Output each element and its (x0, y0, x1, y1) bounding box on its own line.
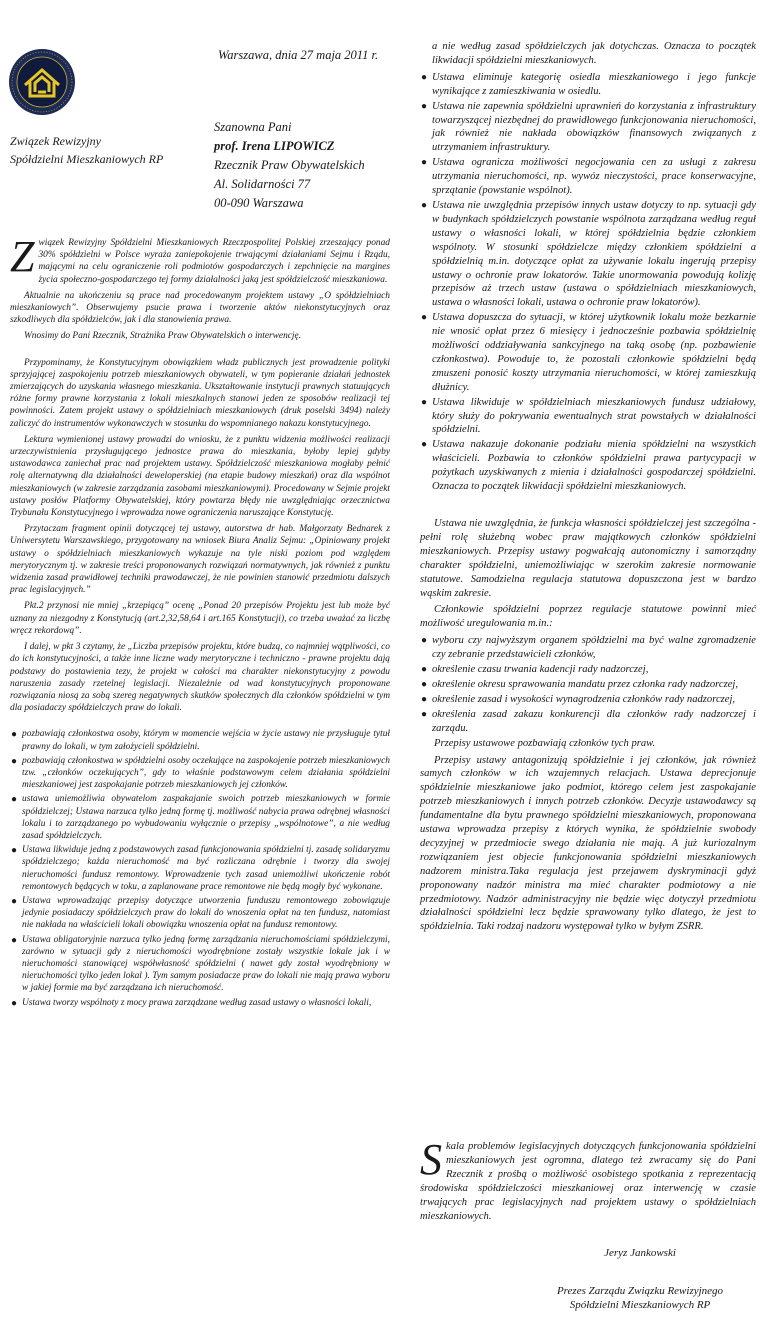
paragraph: Przepisy ustawowe pozbawiają członków tych praw. (434, 737, 656, 749)
bullet-icon: ● (11, 729, 18, 741)
addressee-block (214, 118, 365, 213)
paragraph: Przypominamy, że Konstytucyjnym obowiązkiem władz publicznych jest prowadzenie polityki sprzyjającej zaspokojeniu potrzeb mieszkaniowych obywateli, w tym popieranie działań jednostek zmierzających do uzyskania własnego mieszkania. Ukształtowanie instytucji prawnych statuujących różne formy prawne korzystania z lokali mieszkalnych stanowi jeden ze sposobów realizacji tej powinności. Zatem projekt ustawy o spółdzielniach mieszkaniowych (druk poselski 3494) należy zaliczyć do instrumentów wykonawczych w stosunku do wspomnianego nakazu konstytucyjnego. (10, 357, 390, 429)
sender-org-line1: Związek Rewizyjny (10, 134, 101, 148)
signature-name: Jeryz Jankowski (604, 1247, 676, 1259)
sender-organization (10, 132, 163, 168)
list-item: ● wyboru czy najwyższym organem spółdzielni ma być walne zgromadzenie czy zebranie przedstawicieli członków, (421, 635, 756, 661)
bullet-icon: ● (421, 199, 428, 211)
intro-text: wiązek Rewizyjny Spółdzielni Mieszkaniowych Rzeczpospolitej Polskiej zrzeszający ponad 30% spółdzielni w Polsce wyraża zaniepokojenie trwającymi działaniami Sejmu i Rządu, mającymi na celu ograniczenie roli podmiotów gospodarczych i zepchnięcie na margines życia społeczno-gospodarczego tej formy działalności jaką jest spółdzielczość mieszkaniowa. (38, 238, 390, 285)
list-item: ● pozbawiają członkostwa w spółdzielni osoby oczekujące na zaspokojenie potrzeb mieszkaniowych tzw. „członków oczekujących”, gdy to właśnie podstawowym celem działania spółdzielni mieszkaniowej jest zaspokajanie potrzeb mieszkaniowych jej członków. (11, 755, 390, 791)
list-item: ● ustawa uniemożliwia obywatelom zaspakajanie swoich potrzeb mieszkaniowych w formie spółdzielczej; Ustawa narzuca tylko jedną formę tj. możliwość nabycia prawa odrębnej własności lokalu i to zarządzanego po wybudowaniu wyłącznie o przepisy „wspólnotowe”, a nie według zasad spółdzielczych. (11, 794, 390, 841)
bullet-icon: ● (421, 157, 428, 169)
closing-paragraph (420, 1135, 756, 1223)
addressee-line: Al. Solidarności 77 (214, 177, 311, 191)
list-item: ● Ustawa eliminuje kategorię osiedla mieszkaniowego i jego funkcje wynikające z zamieszkiwania w osiedlu. (421, 71, 756, 97)
sender-org-line2: Spółdzielni Mieszkaniowych RP (10, 152, 164, 166)
left-column (10, 232, 390, 1011)
bullet-icon: ● (421, 71, 428, 83)
bullet-icon: ● (11, 934, 18, 946)
list-item: ● pozbawiają członkostwa osoby, którym w momencie wejścia w życie ustawy nie przysługuje tytuł prawny do lokali, w tym założycieli spółdzielni. (11, 729, 390, 752)
objections-list-continued (420, 71, 756, 494)
addressee-line: Szanowna Pani (214, 120, 292, 134)
closing-text: kala problemów legislacyjnych dotyczących funkcjonowania spółdzielni mieszkaniowych jest ogromna, dlatego też zwracamy się do Pani Rzecznik z prośbą o możliwość osobistego spotkania z reprezentacją środowiska spółdzielczości mieszkaniowej oraz interwencję w czasie trwających prac legislacyjnych nad projektem ustawy o spółdzielniach mieszkaniowych. (420, 1141, 756, 1222)
bullet-icon: ● (11, 755, 18, 767)
paragraph: Wnosimy do Pani Rzecznik, Strażnika Praw Obywatelskich o interwencję. (24, 331, 302, 342)
bullet-icon: ● (11, 997, 18, 1009)
continuation-text: a nie według zasad spółdzielczych jak dotychczas. Oznacza to początek likwidacji spółdzielni mieszkaniowych. (432, 41, 756, 66)
list-item: ● Ustawa nie zapewnia spółdzielni uprawnień do korzystania z infrastruktury towarzyszącej niezbędnej do prawidłowego funkcjonowania nieruchomości, jak również nie nakłada obowiązków finansowych związanych z utrzymaniem infrastruktury. (421, 100, 756, 154)
signature-title-line2: Spółdzielni Mieszkaniowych RP (569, 1299, 711, 1311)
addressee-name: prof. Irena LIPOWICZ (214, 139, 335, 153)
paragraph: Pkt.2 przynosi nie mniej „krzepiącą” ocenę „Ponad 20 przepisów Projektu jest lub może być uznany za niezgodny z Konstytucją (art.2,32,58,64 i art.165 Konstytucji), co trzeba uważać za liczbę wręcz rekordową”. (10, 601, 390, 636)
paragraph: Aktualnie na ukończeniu są prace nad procedowanym projektem ustawy „O spółdzielniach mieszkaniowych”. Obserwujemy psucie prawa i tworzenie aktów niekonstytucyjnych oraz szkodliwych dla spółdzielców, jak i dla stanowienia prawa. (10, 290, 390, 326)
list-item: ● określenia zasad zakazu konkurencji dla członków rady nadzorczej i zarządu. (421, 708, 756, 734)
bullet-icon: ● (421, 635, 428, 647)
list-item: ● Ustawa wprowadzając przepisy dotyczące utworzenia funduszu remontowego zobowiązuje jedynie posiadaczy spółdzielczych praw do lokali do wnoszenia opłat na ten fundusz, natomiast nie nakłada na właścicieli lokali obowiązku wnoszenia opłat na fundusz remontowy. (11, 895, 390, 931)
drop-cap: S (420, 1135, 442, 1184)
objections-list (10, 728, 390, 1008)
list-item: ● określenie okresu sprawowania mandatu przez członka rady nadzorczej, (421, 678, 739, 690)
list-item: ● określenie czasu trwania kadencji rady nadzorczej, (421, 664, 649, 676)
bullet-icon: ● (421, 708, 428, 720)
bullet-icon: ● (421, 664, 428, 676)
list-item: ● Ustawa likwiduje jedną z podstawowych zasad funkcjonowania spółdzielni tj. zasadę solidaryzmu spółdzielczego; każda nieruchomość ma być rozliczana odrębnie i tworzy dla swojej nieruchomości fundusz remontowy. Wprowadzenie tych zasad uniemożliwi ukończenie robót remontowych będących w toku, a zaplanowane prace remontowe nie będą mogły być wykonane. (11, 845, 390, 892)
drop-cap: Z (10, 232, 35, 281)
bullet-icon: ● (421, 312, 428, 324)
list-item: ● Ustawa nie uwzględnia przepisów innych ustaw dotyczy to np. sytuacji gdy w budynkach spółdzielczych powstanie wspólnota zarządzana według reguł ustawy o własności lokali, w której spółdzielnia będzie członkiem wspólnoty. W stosunki spółdzielcze między członkiem spółdzielni a spółdzielnią m.in. dotyczące opłat za używanie lokalu ingerują przepisy ustawy o ochronie praw lokatorów. Takie unormowania powodują kolizję przepisów aż trzech ustaw (ustawa o spółdzielniach mieszkaniowych, ustawa o własności lokali, ustawa o ochronie praw lokatorów). (421, 199, 756, 309)
paragraph: Przytaczam fragment opinii dotyczącej tej ustawy, autorstwa dr hab. Małgorzaty Bednarek z Uniwersytetu Warszawskiego, przygotowany na wniosek Biura Analiz Sejmu: „Opiniowany projekt ustawy o spółdzielniach mieszkaniowych wykazuje na tyle niski poziom pod względem merytorycznym tj. w zakresie treści proponowanych rozwiązań normatywnych, jak również z punktu widzenia zasad prawidłowej techniki prawodawczej, że nie powinien stanowić przedmiotu dalszych prac legislacyjnych.” (10, 524, 390, 596)
addressee-line: Rzecznik Praw Obywatelskich (214, 158, 365, 172)
paragraph: Ustawa nie uwzględnia, że funkcja własności spółdzielczej jest szczególna - pełni rolę służebną wobec praw majątkowych członków spółdzielni mieszkaniowych. Przepisy ustawy pogwałcają autonomiczny i samorządny charakter spółdzielni, uniemożliwiając w szerokim zakresie normowanie statutowe. Samodzielna regulacja statutowa dopuszczona jest w bardzo wąskim zakresie. (420, 518, 756, 599)
bullet-icon: ● (11, 845, 18, 857)
bullet-icon: ● (421, 396, 428, 408)
list-item: ● Ustawa dopuszcza do sytuacji, w której użytkownik lokalu może bezkarnie nie wnosić opłat przez 6 miesięcy i jednocześnie pozbawia spółdzielnię możliwości oddziaływania sankcyjnego na taką osobę (np. pozbawienie członkostwa). Powoduje to, że pozostali członkowie spółdzielni będą zmuszeni ponosić koszty utrzymania nieruchomości, w której zamieszkują dłużnicy. (421, 312, 756, 393)
paragraph: I dalej, w pkt 3 czytamy, że „Liczba przepisów projektu, które budzą, co najmniej wątpliwości, co do ich konstytucyjności, a także inne liczne wady merytoryczne i techniczno - prawne projektu dają podstawy do postawienia tezy, że projekt w całości ma charakter niekonstytucyjny z powodu naruszenia zasady rzetelnej legislacji. Niezależnie od wad konstytucyjnych proponowane rozwiązania niosą za sobą szereg negatywnych skutków społecznych dla członków spółdzielni w tym dla posiadaczy spółdzielczych praw do lokali. (10, 642, 390, 714)
bullet-icon: ● (11, 895, 18, 907)
signature-title-line1: Prezes Zarządu Związku Rewizyjnego (556, 1285, 724, 1297)
paragraph: Przepisy ustawy antagonizują spółdzielnie i jej członków, jak również samych członków w ich wzajemnych relacjach. Ustawa deprecjonuje spółdzielnie mieszkaniowe jako podmiot, którego celem jest zaspokajanie potrzeb mieszkaniowych i innych potrzeb członków. Decyzje ustawodawcy są fundamentalne dla bytu prawnego spółdzielni mieszkaniowych, proponowana ustawa wprowadza przepisy z których wynika, że spółdzielnie swobody decyzyjnej w przedmiocie swego działania nie mają. A już kuriozalnym rozwiązaniem jest objecie funkcjonowania spółdzielni mieszkaniowych nadzorem ministra.Taka regulacja jest przejawem dyskryminacji gdyż proponowany nadzór ministra ma mieć charakter podmiotowy a nie przedmiotowy. Nadzór administracyjny nie będzie więc dotyczył przedmiotu działalności spółdzielni lecz będzie sprawowany tylko dlatego, że jest to spółdzielnia. Taki rodzaj nadzoru występował tylko w byłym ZSRR. (420, 754, 756, 933)
bullet-icon: ● (421, 100, 428, 112)
intro-paragraph (10, 232, 390, 286)
paragraph: Członkowie spółdzielni poprzez regulacje statutowe powinni mieć możliwość uregulowania m.in.: (420, 604, 756, 630)
list-item: ● Ustawa tworzy wspólnoty z mocy prawa zarządzane według zasad ustawy o własności lokali, (11, 997, 372, 1009)
list-item: ● określenie zasad i wysokości wynagrodzenia członków rady nadzorczej, (421, 693, 736, 705)
paragraph: Lektura wymienionej ustawy prowadzi do wniosku, że z punktu widzenia możliwości realizacji urzeczywistnienia przysługującego jednostce prawa do mieszkania, byłoby lepiej gdyby ustawodawca zaniechał prac nad projektem ustawy. Spółdzielczość mieszkaniowa mogłaby pełnić rolę alternatywną dla działalności deweloperskiej (na etapie budowy mieszkań) oraz dla wspólnot mieszkaniowych (w zakresie zarządzania zasobami mieszkaniowymi). Procedowany w Sejmie projekt ustawy posłów Platformy Obywatelskiej, który powtarza błędy nie uwzględniając orzecznictwa Trybunału Konstytucyjnego i wprowadza nowe ograniczenia naruszające Konstytucję. (10, 434, 390, 519)
signature-title (520, 1284, 760, 1312)
letter-date: Warszawa, dnia 27 maja 2011 r. (218, 48, 379, 62)
list-item: ● Ustawa nakazuje dokonanie podziału mienia spółdzielni na wszystkich właścicieli. Pozbawia to członków spółdzielni prawa partycypacji w pożytkach uzyskiwanych z mienia i działalności gospodarczej spółdzielni. Oznacza to początek likwidacji spółdzielni mieszkaniowych. (421, 439, 756, 493)
statutory-rights-list (420, 634, 756, 735)
list-item: ● Ustawa likwiduje w spółdzielniach mieszkaniowych fundusz udziałowy, który służy do pokrywania ewentualnych strat powstałych w działalności spółdzielni. (421, 396, 756, 436)
bullet-icon: ● (421, 439, 428, 451)
bullet-icon: ● (421, 693, 428, 705)
bullet-icon: ● (11, 794, 18, 806)
addressee-line: 00-090 Warszawa (214, 196, 304, 210)
bullet-icon: ● (421, 678, 428, 690)
right-column (420, 40, 756, 937)
list-item: ● Ustawa ogranicza możliwości negocjowania cen za usługi z zakresu utrzymania nieruchomości, np. wywóz nieczystości, prace konserwacyjne, sprzątanie (powstanie wspólnot). (421, 157, 756, 197)
list-item: ● Ustawa obligatoryjnie narzuca tylko jedną formę zarządzania nieruchomościami spółdzielczymi, zarówno w sytuacji gdy z nieruchomości wyodrębnione zostały wszystkie lokale jak i w nieruchomości stanowiącej współwłasność spółdzielni ( nawet gdy został wyodrębniony w nieruchomości tylko jeden lokal ). Tym samym posiadacze praw do lokali nie mają prawa wyboru w jakiej formie ma być zarządzana ich nieruchomość. (11, 934, 390, 994)
union-logo-icon (8, 48, 76, 116)
